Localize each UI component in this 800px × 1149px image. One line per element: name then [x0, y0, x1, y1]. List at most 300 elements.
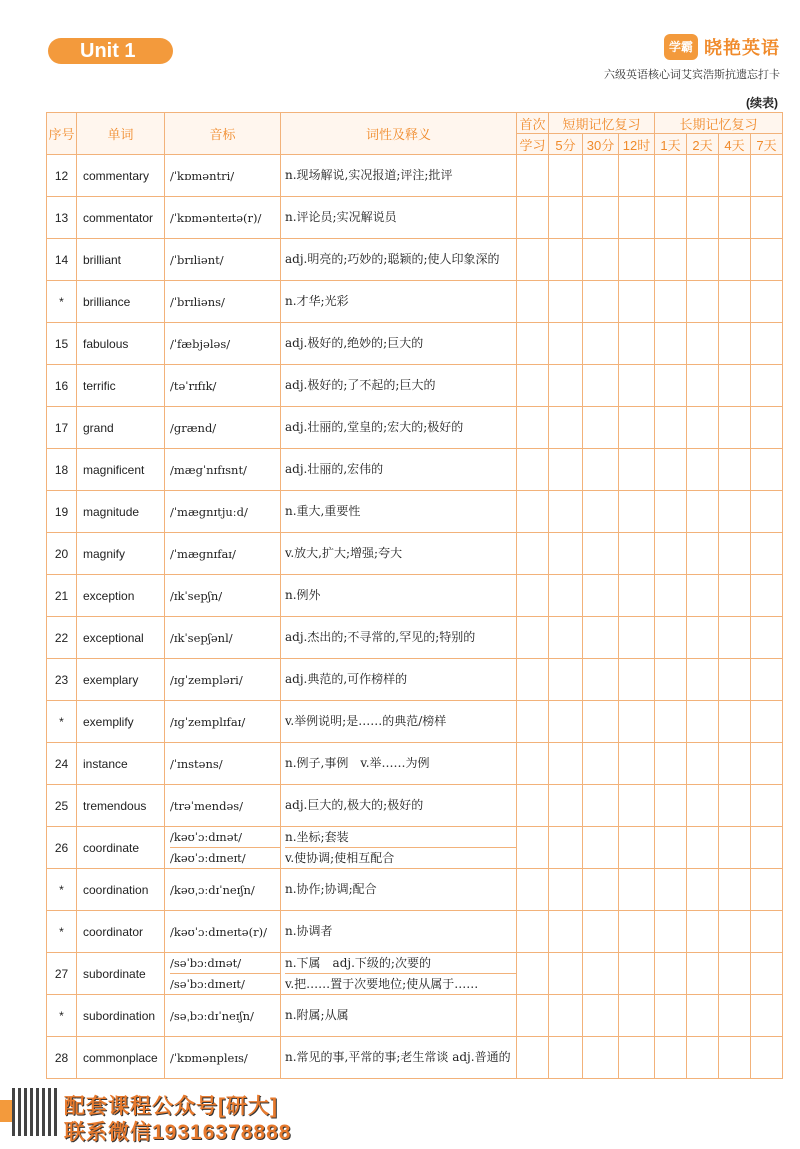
phonetic-text: /kəʊˌɔːdɪˈneɪʃn/ — [170, 882, 255, 897]
row-index: * — [47, 911, 77, 953]
definition-text: n.才华;光彩 — [285, 294, 349, 308]
definition-text: n.附属;从属 — [285, 1008, 349, 1022]
review-checkbox-cell[interactable] — [719, 785, 751, 827]
phonetic-text: /səˈbɔːdɪnət/ — [170, 956, 242, 970]
row-index: 24 — [47, 743, 77, 785]
review-checkbox-cell[interactable] — [517, 785, 549, 827]
definition-text: adj.极好的;了不起的;巨大的 — [285, 378, 436, 392]
review-checkbox-cell[interactable] — [549, 827, 583, 869]
review-checkbox-cell[interactable] — [517, 239, 549, 281]
review-checkbox-cell[interactable] — [751, 617, 783, 659]
review-checkbox-cell[interactable] — [687, 323, 719, 365]
table-row — [47, 701, 783, 743]
review-checkbox-cell[interactable] — [655, 197, 687, 239]
row-phonetic — [165, 323, 281, 365]
review-checkbox-cell[interactable] — [719, 869, 751, 911]
review-checkbox-cell[interactable] — [619, 785, 655, 827]
review-checkbox-cell[interactable] — [719, 575, 751, 617]
row-word: exemplary — [77, 659, 165, 701]
review-checkbox-cell[interactable] — [583, 995, 619, 1037]
row-word: exemplify — [77, 701, 165, 743]
review-checkbox-cell[interactable] — [549, 869, 583, 911]
review-checkbox-cell[interactable] — [583, 785, 619, 827]
row-phonetic — [165, 491, 281, 533]
definition-text: adj.杰出的;不寻常的,罕见的;特别的 — [285, 630, 476, 644]
review-checkbox-cell[interactable] — [751, 365, 783, 407]
review-checkbox-cell[interactable] — [719, 995, 751, 1037]
row-word: magnitude — [77, 491, 165, 533]
review-checkbox-cell[interactable] — [517, 533, 549, 575]
review-checkbox-cell[interactable] — [583, 659, 619, 701]
review-checkbox-cell[interactable] — [549, 407, 583, 449]
review-checkbox-cell[interactable] — [583, 407, 619, 449]
review-checkbox-cell[interactable] — [655, 491, 687, 533]
review-checkbox-cell[interactable] — [655, 365, 687, 407]
review-checkbox-cell[interactable] — [655, 239, 687, 281]
review-checkbox-cell[interactable] — [549, 365, 583, 407]
phonetic-text: /ˈmægnɪtjuːd/ — [170, 504, 248, 519]
review-checkbox-cell[interactable] — [687, 911, 719, 953]
review-checkbox-cell[interactable] — [751, 575, 783, 617]
review-checkbox-cell[interactable] — [583, 533, 619, 575]
review-checkbox-cell[interactable] — [655, 785, 687, 827]
review-checkbox-cell[interactable] — [751, 197, 783, 239]
review-checkbox-cell[interactable] — [517, 911, 549, 953]
review-checkbox-cell[interactable] — [751, 239, 783, 281]
review-checkbox-cell[interactable] — [719, 491, 751, 533]
review-checkbox-cell[interactable] — [583, 155, 619, 197]
row-phonetic — [165, 239, 281, 281]
page-subtitle: 六级英语核心词艾宾浩斯抗遗忘打卡 — [604, 69, 780, 81]
long-interval-header: 7天 — [751, 134, 783, 155]
review-checkbox-cell[interactable] — [549, 575, 583, 617]
review-checkbox-cell[interactable] — [549, 155, 583, 197]
review-checkbox-cell[interactable] — [719, 197, 751, 239]
review-checkbox-cell[interactable] — [583, 323, 619, 365]
review-checkbox-cell[interactable] — [687, 449, 719, 491]
review-checkbox-cell[interactable] — [517, 407, 549, 449]
long-interval-header: 1天 — [655, 134, 687, 155]
qr-code — [12, 1088, 60, 1136]
review-checkbox-cell[interactable] — [583, 743, 619, 785]
review-checkbox-cell[interactable] — [517, 953, 549, 995]
row-definition — [281, 365, 517, 407]
row-definition — [281, 533, 517, 575]
review-checkbox-cell[interactable] — [687, 491, 719, 533]
review-checkbox-cell[interactable] — [517, 701, 549, 743]
row-definition — [281, 869, 517, 911]
vocab-table — [46, 112, 783, 1079]
review-checkbox-cell[interactable] — [549, 953, 583, 995]
review-checkbox-cell[interactable] — [719, 1037, 751, 1079]
review-checkbox-cell[interactable] — [549, 1037, 583, 1079]
col-phonetic-header: 音标 — [165, 113, 281, 155]
review-checkbox-cell[interactable] — [687, 701, 719, 743]
phonetic-text: /ˈbrɪliəns/ — [170, 294, 225, 309]
review-checkbox-cell[interactable] — [619, 659, 655, 701]
review-checkbox-cell[interactable] — [549, 659, 583, 701]
row-index: 26 — [47, 827, 77, 869]
review-checkbox-cell[interactable] — [719, 617, 751, 659]
table-row — [47, 911, 783, 953]
review-checkbox-cell[interactable] — [549, 281, 583, 323]
review-checkbox-cell[interactable] — [751, 995, 783, 1037]
review-checkbox-cell[interactable] — [751, 323, 783, 365]
review-checkbox-cell[interactable] — [517, 491, 549, 533]
review-checkbox-cell[interactable] — [619, 617, 655, 659]
review-checkbox-cell[interactable] — [655, 1037, 687, 1079]
phonetic-text: /ˈbrɪliənt/ — [170, 252, 224, 267]
review-checkbox-cell[interactable] — [583, 869, 619, 911]
review-checkbox-cell[interactable] — [687, 869, 719, 911]
table-row — [47, 743, 783, 785]
row-index: * — [47, 701, 77, 743]
row-index: * — [47, 995, 77, 1037]
review-checkbox-cell[interactable] — [517, 281, 549, 323]
row-word: coordinator — [77, 911, 165, 953]
review-checkbox-cell[interactable] — [751, 701, 783, 743]
review-checkbox-cell[interactable] — [655, 155, 687, 197]
definition-text: n.坐标;套装 — [285, 830, 349, 844]
brand-logo — [664, 34, 780, 60]
row-index: * — [47, 281, 77, 323]
row-index: 14 — [47, 239, 77, 281]
review-checkbox-cell[interactable] — [655, 281, 687, 323]
review-checkbox-cell[interactable] — [517, 827, 549, 869]
review-checkbox-cell[interactable] — [549, 701, 583, 743]
review-checkbox-cell[interactable] — [549, 785, 583, 827]
row-word: fabulous — [77, 323, 165, 365]
row-phonetic — [165, 869, 281, 911]
review-checkbox-cell[interactable] — [619, 449, 655, 491]
definition-text: v.放大,扩大;增强;夸大 — [285, 546, 403, 560]
review-checkbox-cell[interactable] — [619, 155, 655, 197]
review-checkbox-cell[interactable] — [619, 365, 655, 407]
review-checkbox-cell[interactable] — [619, 323, 655, 365]
review-checkbox-cell[interactable] — [583, 365, 619, 407]
review-checkbox-cell[interactable] — [751, 1037, 783, 1079]
row-phonetic — [165, 911, 281, 953]
review-checkbox-cell[interactable] — [517, 995, 549, 1037]
review-checkbox-cell[interactable] — [719, 239, 751, 281]
row-index: 19 — [47, 491, 77, 533]
phonetic-text: /ˈkɒməntri/ — [170, 168, 235, 183]
review-checkbox-cell[interactable] — [549, 995, 583, 1037]
review-checkbox-cell[interactable] — [687, 197, 719, 239]
definition-text: adj.典范的,可作榜样的 — [285, 672, 408, 686]
row-phonetic — [165, 407, 281, 449]
review-checkbox-cell[interactable] — [655, 449, 687, 491]
review-checkbox-cell[interactable] — [619, 239, 655, 281]
review-checkbox-cell[interactable] — [517, 449, 549, 491]
row-phonetic — [165, 533, 281, 575]
review-checkbox-cell[interactable] — [583, 827, 619, 869]
row-definition — [281, 449, 517, 491]
definition-text: n.下属 adj.下级的;次要的 — [285, 956, 431, 970]
row-phonetic — [165, 197, 281, 239]
review-checkbox-cell[interactable] — [751, 869, 783, 911]
review-checkbox-cell[interactable] — [751, 827, 783, 869]
review-checkbox-cell[interactable] — [655, 533, 687, 575]
review-checkbox-cell[interactable] — [583, 491, 619, 533]
row-phonetic — [165, 995, 281, 1037]
row-word: instance — [77, 743, 165, 785]
table-row — [47, 953, 783, 995]
phonetic-text: /ɪgˈzemplɪfaɪ/ — [170, 714, 246, 729]
review-checkbox-cell[interactable] — [687, 575, 719, 617]
row-index: * — [47, 869, 77, 911]
review-checkbox-cell[interactable] — [751, 785, 783, 827]
review-checkbox-cell[interactable] — [655, 323, 687, 365]
review-checkbox-cell[interactable] — [517, 869, 549, 911]
unit-label: Unit 1 — [48, 38, 173, 64]
review-checkbox-cell[interactable] — [719, 533, 751, 575]
review-checkbox-cell[interactable] — [719, 449, 751, 491]
review-checkbox-cell[interactable] — [687, 953, 719, 995]
row-phonetic — [165, 155, 281, 197]
review-checkbox-cell[interactable] — [619, 995, 655, 1037]
row-index: 23 — [47, 659, 77, 701]
definition-text: v.把……置于次要地位;使从属于…… — [285, 973, 516, 994]
review-checkbox-cell[interactable] — [687, 659, 719, 701]
review-checkbox-cell[interactable] — [517, 575, 549, 617]
review-checkbox-cell[interactable] — [549, 323, 583, 365]
review-checkbox-cell[interactable] — [719, 365, 751, 407]
row-index: 17 — [47, 407, 77, 449]
review-checkbox-cell[interactable] — [583, 1037, 619, 1079]
table-row — [47, 197, 783, 239]
review-checkbox-cell[interactable] — [619, 491, 655, 533]
review-checkbox-cell[interactable] — [583, 953, 619, 995]
review-checkbox-cell[interactable] — [517, 659, 549, 701]
review-checkbox-cell[interactable] — [619, 953, 655, 995]
definition-text: n.常见的事,平常的事;老生常谈 adj.普通的 — [285, 1050, 511, 1064]
row-word: coordinate — [77, 827, 165, 869]
definition-text: n.例子,事例 v.举……为例 — [285, 756, 430, 770]
review-checkbox-cell[interactable] — [751, 491, 783, 533]
table-row — [47, 407, 783, 449]
definition-text: n.例外 — [285, 588, 321, 602]
review-checkbox-cell[interactable] — [687, 1037, 719, 1079]
review-checkbox-cell[interactable] — [751, 155, 783, 197]
review-checkbox-cell[interactable] — [719, 659, 751, 701]
row-phonetic — [165, 827, 281, 869]
review-checkbox-cell[interactable] — [687, 617, 719, 659]
review-checkbox-cell[interactable] — [619, 911, 655, 953]
row-index: 22 — [47, 617, 77, 659]
review-checkbox-cell[interactable] — [583, 617, 619, 659]
review-checkbox-cell[interactable] — [549, 743, 583, 785]
review-checkbox-cell[interactable] — [619, 197, 655, 239]
table-row — [47, 827, 783, 869]
phonetic-text: /ˈɪnstəns/ — [170, 756, 223, 771]
review-checkbox-cell[interactable] — [719, 281, 751, 323]
review-checkbox-cell[interactable] — [655, 407, 687, 449]
row-phonetic — [165, 1037, 281, 1079]
row-word: grand — [77, 407, 165, 449]
row-definition — [281, 827, 517, 869]
definition-text: v.举例说明;是……的典范/榜样 — [285, 714, 447, 728]
review-checkbox-cell[interactable] — [655, 953, 687, 995]
table-row — [47, 281, 783, 323]
review-checkbox-cell[interactable] — [687, 365, 719, 407]
row-definition — [281, 995, 517, 1037]
review-checkbox-cell[interactable] — [687, 785, 719, 827]
review-checkbox-cell[interactable] — [687, 239, 719, 281]
row-definition — [281, 743, 517, 785]
review-checkbox-cell[interactable] — [517, 323, 549, 365]
review-checkbox-cell[interactable] — [687, 743, 719, 785]
review-checkbox-cell[interactable] — [751, 533, 783, 575]
review-checkbox-cell[interactable] — [687, 155, 719, 197]
review-checkbox-cell[interactable] — [549, 197, 583, 239]
row-word: subordination — [77, 995, 165, 1037]
review-checkbox-cell[interactable] — [655, 995, 687, 1037]
row-definition — [281, 911, 517, 953]
review-checkbox-cell[interactable] — [619, 407, 655, 449]
review-checkbox-cell[interactable] — [719, 323, 751, 365]
review-checkbox-cell[interactable] — [751, 911, 783, 953]
row-phonetic — [165, 953, 281, 995]
col-index-header: 序号 — [47, 113, 77, 155]
review-checkbox-cell[interactable] — [719, 911, 751, 953]
review-checkbox-cell[interactable] — [655, 659, 687, 701]
table-row — [47, 491, 783, 533]
row-index: 20 — [47, 533, 77, 575]
col-definition-header: 词性及释义 — [281, 113, 517, 155]
review-checkbox-cell[interactable] — [655, 869, 687, 911]
review-checkbox-cell[interactable] — [751, 407, 783, 449]
row-definition — [281, 491, 517, 533]
review-checkbox-cell[interactable] — [517, 743, 549, 785]
row-definition — [281, 785, 517, 827]
review-checkbox-cell[interactable] — [517, 197, 549, 239]
review-checkbox-cell[interactable] — [583, 197, 619, 239]
row-definition — [281, 701, 517, 743]
row-definition — [281, 155, 517, 197]
definition-text: n.协作;协调;配合 — [285, 882, 377, 896]
review-checkbox-cell[interactable] — [719, 743, 751, 785]
row-phonetic — [165, 617, 281, 659]
row-phonetic — [165, 281, 281, 323]
review-checkbox-cell[interactable] — [719, 407, 751, 449]
review-checkbox-cell[interactable] — [655, 911, 687, 953]
phonetic-text: /kəʊˈɔːdɪneɪtə(r)/ — [170, 924, 267, 939]
definition-text: n.现场解说,实况报道;评注;批评 — [285, 168, 453, 182]
row-index: 15 — [47, 323, 77, 365]
row-word: exception — [77, 575, 165, 617]
row-phonetic — [165, 785, 281, 827]
table-row — [47, 323, 783, 365]
review-checkbox-cell[interactable] — [655, 827, 687, 869]
promo-line-2: 联系微信19316378888 — [64, 1121, 292, 1144]
review-checkbox-cell[interactable] — [655, 575, 687, 617]
row-phonetic — [165, 701, 281, 743]
short-interval-header: 12时 — [619, 134, 655, 155]
review-checkbox-cell[interactable] — [517, 155, 549, 197]
review-checkbox-cell[interactable] — [751, 953, 783, 995]
review-checkbox-cell[interactable] — [655, 743, 687, 785]
review-checkbox-cell[interactable] — [719, 827, 751, 869]
review-checkbox-cell[interactable] — [687, 995, 719, 1037]
row-definition — [281, 197, 517, 239]
review-checkbox-cell[interactable] — [619, 533, 655, 575]
col-short-term-header: 短期记忆复习 — [549, 113, 655, 134]
review-checkbox-cell[interactable] — [583, 449, 619, 491]
row-index: 21 — [47, 575, 77, 617]
review-checkbox-cell[interactable] — [619, 701, 655, 743]
phonetic-text: /səˌbɔːdɪˈneɪʃn/ — [170, 1008, 254, 1023]
phonetic-text: /ɪgˈzempləri/ — [170, 672, 243, 687]
review-checkbox-cell[interactable] — [583, 281, 619, 323]
table-row — [47, 365, 783, 407]
review-checkbox-cell[interactable] — [619, 575, 655, 617]
definition-text: adj.壮丽的,宏伟的 — [285, 462, 384, 476]
review-checkbox-cell[interactable] — [751, 281, 783, 323]
review-checkbox-cell[interactable] — [549, 533, 583, 575]
row-index: 25 — [47, 785, 77, 827]
review-checkbox-cell[interactable] — [687, 827, 719, 869]
review-checkbox-cell[interactable] — [583, 911, 619, 953]
row-word: subordinate — [77, 953, 165, 995]
definition-text: n.重大,重要性 — [285, 504, 361, 518]
table-row — [47, 785, 783, 827]
phonetic-text: /trəˈmendəs/ — [170, 798, 244, 813]
row-word: commentator — [77, 197, 165, 239]
review-checkbox-cell[interactable] — [517, 1037, 549, 1079]
review-checkbox-cell[interactable] — [619, 869, 655, 911]
review-checkbox-cell[interactable] — [549, 239, 583, 281]
review-checkbox-cell[interactable] — [719, 701, 751, 743]
review-checkbox-cell[interactable] — [719, 155, 751, 197]
definition-text: adj.极好的,绝妙的;巨大的 — [285, 336, 424, 350]
review-checkbox-cell[interactable] — [619, 743, 655, 785]
row-word: commonplace — [77, 1037, 165, 1079]
phonetic-text: /ˈkɒmənpleɪs/ — [170, 1050, 248, 1065]
review-checkbox-cell[interactable] — [719, 953, 751, 995]
review-checkbox-cell[interactable] — [583, 575, 619, 617]
review-checkbox-cell[interactable] — [655, 617, 687, 659]
review-checkbox-cell[interactable] — [751, 449, 783, 491]
review-checkbox-cell[interactable] — [583, 701, 619, 743]
row-definition — [281, 617, 517, 659]
phonetic-text: /grænd/ — [170, 420, 217, 435]
review-checkbox-cell[interactable] — [549, 491, 583, 533]
row-word: magnify — [77, 533, 165, 575]
row-word: brilliant — [77, 239, 165, 281]
review-checkbox-cell[interactable] — [687, 407, 719, 449]
review-checkbox-cell[interactable] — [655, 701, 687, 743]
definition-text: adj.巨大的,极大的;极好的 — [285, 798, 424, 812]
phonetic-text: /ɪkˈsepʃn/ — [170, 588, 223, 603]
review-checkbox-cell[interactable] — [751, 743, 783, 785]
review-checkbox-cell[interactable] — [751, 659, 783, 701]
review-checkbox-cell[interactable] — [619, 281, 655, 323]
review-checkbox-cell[interactable] — [517, 617, 549, 659]
brand-name: 晓艳英语 — [704, 38, 780, 58]
review-checkbox-cell[interactable] — [549, 449, 583, 491]
review-checkbox-cell[interactable] — [549, 911, 583, 953]
row-phonetic — [165, 743, 281, 785]
review-checkbox-cell[interactable] — [619, 827, 655, 869]
review-checkbox-cell[interactable] — [619, 1037, 655, 1079]
review-checkbox-cell[interactable] — [687, 281, 719, 323]
review-checkbox-cell[interactable] — [549, 617, 583, 659]
review-checkbox-cell[interactable] — [687, 533, 719, 575]
row-phonetic — [165, 659, 281, 701]
review-checkbox-cell[interactable] — [517, 365, 549, 407]
review-checkbox-cell[interactable] — [583, 239, 619, 281]
